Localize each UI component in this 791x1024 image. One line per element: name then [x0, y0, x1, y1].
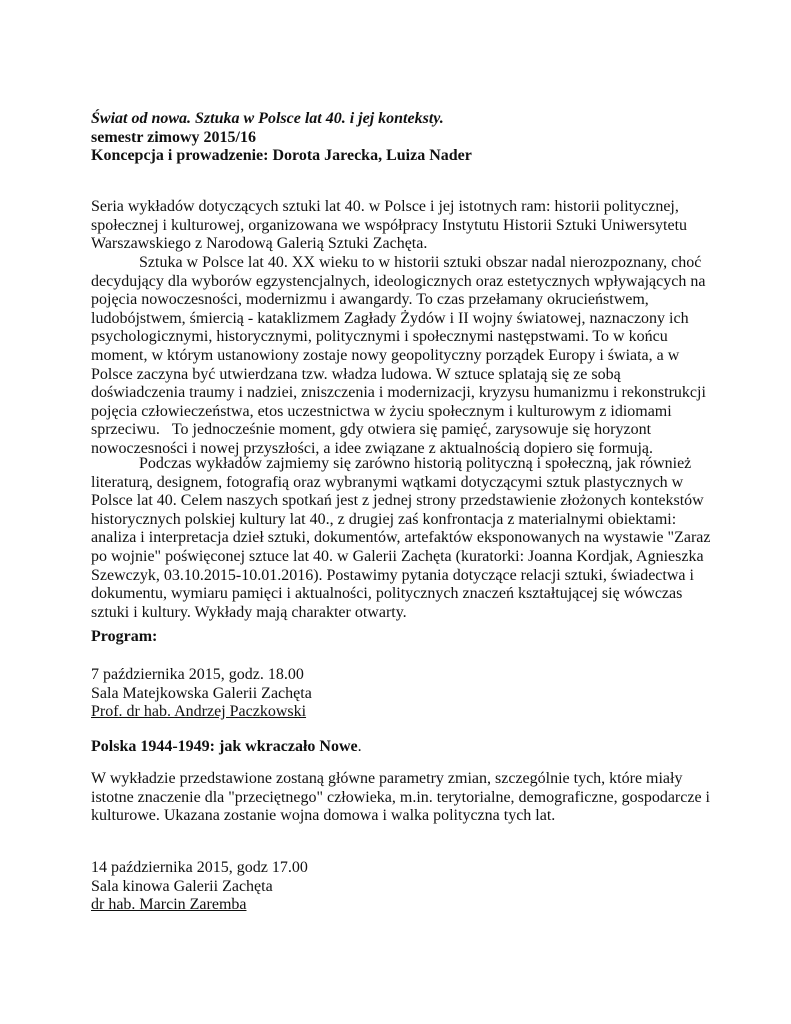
text-line: kulturowe. Ukazana zostanie wojna domowa i walka polityczna tych lat. [91, 807, 556, 825]
goals-paragraph [91, 455, 711, 622]
program-heading: Program: [91, 628, 158, 645]
lecture-place: Sala kinowa Galerii Zachęta [91, 877, 273, 895]
lecture-1-description [91, 770, 710, 826]
lecture-date: 7 października 2015, godz. 18.00 [91, 666, 304, 683]
text-line: społecznej i kulturowej, organizowana we współpracy Instytutu Historii Sztuki Uniwersytetu [91, 216, 688, 234]
semester: semestr zimowy 2015/16 [91, 128, 256, 146]
text-line: Podczas wykładów zajmiemy się zarówno historią polityczną i społeczną, jak również [139, 455, 692, 472]
text-line: pojęcia nowoczesności, modernizmu i awangardy. To czas przełamany okrucieństwem, [91, 291, 649, 309]
lecture-speaker [91, 896, 701, 915]
lecture-place: Sala Matejkowska Galerii Zachęta [91, 684, 312, 702]
intro-paragraph [91, 198, 701, 254]
text-line: Polsce zaczyna być utwierdzana tzw. władza ludowa. W sztuce splatają się ze sobą [91, 365, 621, 383]
text-line [91, 421, 701, 440]
program-heading-block [91, 628, 701, 647]
lecture-speaker [91, 703, 701, 722]
text-line: W wykładzie przedstawione zostaną główne parametry zmian, szczególnie tych, które miały [91, 770, 683, 787]
speaker-name: Prof. dr hab. Andrzej Paczkowski [91, 703, 307, 721]
course-leaders: Koncepcja i prowadzenie: Dorota Jarecka, Luiza Nader [91, 147, 472, 165]
text-line: historycznych polskiej kultury lat 40., z drugiej zaś konfrontacja z materialnymi obiektami: [91, 510, 677, 528]
text-line: moment, w którym ustanowiony zostaje nowy geopolityczny porządek Europy i świata, a w [91, 346, 680, 364]
speaker-name: dr hab. Marcin Zaremba [91, 896, 247, 914]
lecture-1-info [91, 666, 701, 722]
text-line: sztuki i kultury. Wykłady mają charakter otwarty. [91, 603, 407, 621]
text-line: pojęcia człowieczeństwa, etos uczestnictwa w życiu społecznym i kulturowym z idiomami [91, 402, 672, 420]
lecture-title: Polska 1944-1949: jak wkraczało Nowe [91, 738, 358, 755]
lecture-title-line [91, 738, 701, 757]
text-line: ludobójstwem, śmiercią - kataklizmem Zagłady Żydów i II wojny światowej, naznaczony ich [91, 309, 689, 327]
text-line: Szewczyk, 03.10.2015-10.01.2016). Postawimy pytania dotyczące relacji sztuki, świadectwa i [91, 566, 694, 584]
text-fragment: sprzeciwu. [91, 421, 160, 439]
text-line: Seria wykładów dotyczących sztuki lat 40. w Polsce i jej istotnych ram: historii politycznej, [91, 198, 679, 215]
text-line: Sztuka w Polsce lat 40. XX wieku to w historii sztuki obszar nadal nierozpoznany, choć [139, 254, 702, 271]
text-line: analiza i interpretacja dzieł sztuki, dokumentów, artefaktów eksponowanych na wystawie "Zaraz [91, 529, 711, 547]
document-header [91, 110, 701, 166]
context-paragraph [91, 254, 706, 459]
lecture-date: 14 października 2015, godz 17.00 [91, 859, 308, 876]
text-line: nowoczesności i nowej przyszłości, a idee związane z aktualnością dopiero się formują. [91, 439, 654, 457]
lecture-title-end: . [357, 738, 362, 755]
text-line: dokumentu, wymiaru pamięci i aktualności, politycznych znaczeń kształtującej się wówczas [91, 585, 683, 603]
course-title: Świat od nowa. Sztuka w Polsce lat 40. i jej konteksty. [91, 110, 444, 127]
lecture-1-title-block [91, 738, 701, 757]
text-line: po wojnie" poświęconej sztuce lat 40. w Galerii Zachęta (kuratorki: Joanna Kordjak, Agnieszka [91, 547, 704, 565]
text-line: psychologicznymi, historycznymi, politycznymi i społecznymi następstwami. To w końcu [91, 328, 668, 346]
lecture-2-info [91, 859, 701, 915]
text-fragment: To jednocześnie moment, gdy otwiera się pamięć, zarysowuje się horyzont [171, 421, 652, 439]
text-line: istotne znaczenie dla "przeciętnego" człowieka, m.in. terytorialne, demograficzne, gospodarcze i [91, 788, 710, 806]
text-line: decydujący dla wyborów egzystencjalnych, ideologicznych oraz estetycznych wpływających na [91, 272, 706, 290]
text-line: literaturą, designem, fotografią oraz wybranymi wątkami dotyczącymi sztuk plastycznych w [91, 473, 684, 491]
text-line: Polsce lat 40. Celem naszych spotkań jest z jednej strony przedstawienie złożonych kontekstów [91, 492, 704, 510]
text-line: doświadczenia traumy i nadziei, zniszczenia i modernizacji, kryzysu humanizmu i rekonstrukcji [91, 384, 706, 402]
text-line: Warszawskiego z Narodową Galerią Sztuki Zachęta. [91, 235, 428, 253]
